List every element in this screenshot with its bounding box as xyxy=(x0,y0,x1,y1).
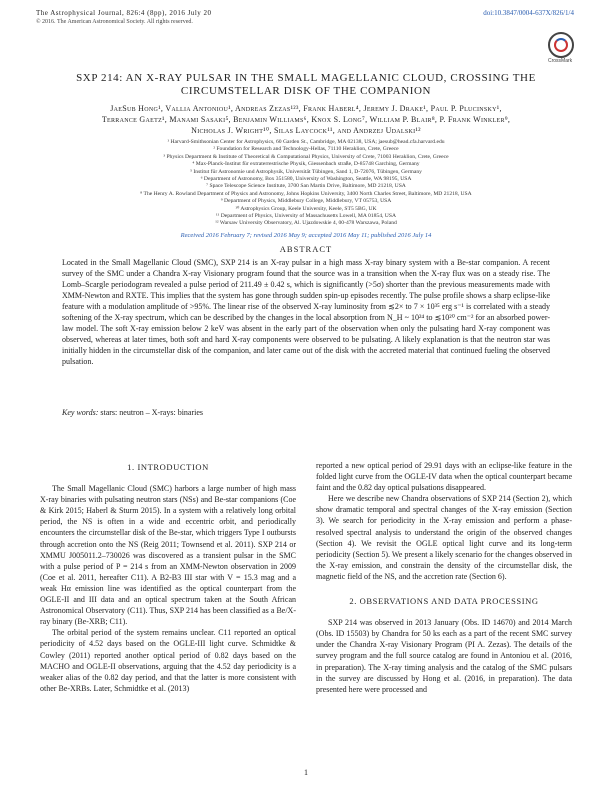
affiliation: ⁹ Department of Physics, Middlebury College, Middlebury, VT 05753, USA xyxy=(220,198,392,205)
doi-link[interactable]: doi:10.3847/0004-637X/826/1/4 xyxy=(483,9,574,17)
abstract-text: Located in the Small Magellanic Cloud (SMC), SXP 214 is an X-ray pulsar in a high mass X-ray binary system with a Be-star companion. A recent survey of the SMC under a Chandra X-ray Visionary program found that the source was in a transition when the X-ray flux was on a steady rise. The Lomb–Scargle periodogram revealed a pulse period of 211.49 ± 0.42 s, which is significantly (>5σ) shorter than the previous measurements made with XMM-Newton and RXTE. This implies that the system has gone through sudden spin-up episodes recently. The pulse profile shows a sharp eclipse-like feature with a modulation amplitude of >95%. The linear rise of the observed X-ray luminosity from ≲2× to 7 × 10³⁵ erg s⁻¹ is correlated with a steady softening of the X-ray spectrum, which can be described by the changes in the local absorption from N_H ~ 10²⁴ to ≲10²⁰ cm⁻² for an absorbed power-law model. The soft X-ray emission below 2 keV was absent in the early part of the observation when only the pulsating hard X-ray component was observed, whereas at later times, both soft and hard X-ray components were observed to be pulsating. A likely explanation is that the neutron star was initially hidden in the circumstellar disk of the companion, and later came out of the disk with the accreted material that continued fueling the observed pulsation. xyxy=(62,258,550,366)
affiliation: ⁷ Space Telescope Science Institute, 3700 San Martin Drive, Baltimore, MD 21218, USA xyxy=(206,183,406,190)
affiliation: ⁵ Institut für Astronomie und Astrophysik, Universität Tübingen, Sand 1, D-72076, Tübingen, Germany xyxy=(190,168,422,175)
page-number: 1 xyxy=(304,768,308,777)
affiliation: ¹² Warsaw University Observatory, Al. Ujazdowskie 4, 00-478 Warszawa, Poland xyxy=(215,220,397,227)
paragraph: SXP 214 was observed in 2013 January (Obs. ID 14670) and 2014 March (Obs. ID 15503) by Chandra for 50 ks each as a part of the recent SMC survey under the Chandra X-ray Visionary Program (PI A. Zezas). The details of the survey program and the full source catalog are found in Antoniou et al. (2016, in preparation). The X-ray timing analysis and the catalog of the SMC pulsars in the survey are discussed by Hong et al. (2016, in preparation). The data presented here were processed and xyxy=(316,618,572,694)
abstract-heading: ABSTRACT xyxy=(279,244,333,254)
section-heading: 1. INTRODUCTION xyxy=(127,462,209,472)
paper-title: SXP 214: AN X-RAY PULSAR IN THE SMALL MAGELLANIC CLOUD, CROSSING THE CIRCUMSTELLAR DISK OF THE COMPANION xyxy=(76,72,536,97)
affiliation: ⁶ Department of Astronomy, Box 351580, University of Washington, Seattle, WA 98195, USA xyxy=(200,176,412,183)
copyright-line: © 2016. The American Astronomical Society. All rights reserved. xyxy=(36,19,193,25)
author-line: Nicholas J. Wright¹⁰, Silas Laycock¹¹, and Andrzej Udalski¹² xyxy=(191,126,421,135)
affiliation: ³ Physics Department & Institute of Theoretical & Computational Physics, University of Crete, 71003 Heraklion, Crete, Greece xyxy=(163,153,449,160)
left-column xyxy=(40,460,296,694)
keywords-value: stars: neutron – X-rays: binaries xyxy=(100,408,204,417)
received-dates: Received 2016 February 7; revised 2016 May 9; accepted 2016 May 11; published 2016 July 14 xyxy=(180,232,432,239)
paragraph: The Small Magellanic Cloud (SMC) harbors a large number of high mass X-ray binaries with pulsating neutron stars (NSs) and Be-star companions (Coe & Kirk 2015; Haberl & Sturm 2015). In a system with a relatively long orbital period, the NS is often in a wide and eccentric orbit, and periodically encounters the circumstellar disk of the Be-star, which triggers Type I outbursts through accretion onto the NS (Reig 2011; Townsend et al. 2011). SXP 214 or XMMU J005011.2–730026 was discovered as a transient pulsar in the SMC with a pulse period of P = 214 s from an XMM-Newton observation in 2009 (Coe et al. 2011, hereafter C11). A B2-B3 III star with V = 15.3 mag and a weak Hα emission line was identified as the optical counterpart from the OGLE-II and III data and an optical spectrum taken at the South African Astronomical Observatory (C11). Thus, SXP 214 has been classified as a Be/X-ray binary (Be-XRB; C11). xyxy=(40,484,296,627)
journal-header: The Astrophysical Journal, 826:4 (8pp), 2016 July 20 xyxy=(36,9,212,17)
right-column xyxy=(316,460,572,695)
affiliation-list xyxy=(40,139,572,228)
affiliation: ⁸ The Henry A. Rowland Department of Physics and Astronomy, Johns Hopkins University, 3400 North Charles Street, Baltimore, MD 21218, USA xyxy=(140,190,472,197)
affiliation: ² Foundation for Research and Technology-Hellas, 71110 Heraklion, Crete, Greece xyxy=(213,146,399,153)
section-heading: 2. OBSERVATIONS AND DATA PROCESSING xyxy=(349,596,539,607)
affiliation: ¹¹ Department of Physics, University of Massachusetts Lowell, MA 01854, USA xyxy=(215,213,396,220)
paragraph: Here we describe new Chandra observations of SXP 214 (Section 2), which show dramatic temporal and spectral changes of the X-ray emission (Section 3). We search for periodicity in the X-ray emission and perform a phase-resolved spectral analysis to understand the origin of the observed changes (Section 4). We revisit the OGLE optical light curve and its long-term periodicity (Section 5). We present a likely scenario for the changes observed in the X-ray emission, and constrain the density of the circumstellar disk, the magnetic field of the NS, and the accretion rate (Section 6). xyxy=(316,494,572,581)
affiliation: ¹ Harvard-Smithsonian Center for Astrophysics, 60 Garden St., Cambridge, MA 02138, USA; jaesub@head.cfa.harvard.edu xyxy=(167,139,445,145)
keywords xyxy=(62,408,203,417)
author-list xyxy=(40,103,572,136)
author-line: JaeSub Hong¹, Vallia Antoniou¹, Andreas Zezas¹²³, Frank Haberl⁴, Jeremy J. Drake¹, Paul P. Plucinsky¹, xyxy=(110,104,502,113)
affiliation: ⁴ Max-Planck-Institut für extraterrestrische Physik, Giessenbach straße, D-85748 Garching, Germany xyxy=(192,161,420,168)
paragraph: The orbital period of the system remains unclear. C11 reported an optical periodicity of 4.52 days based on the OGLE-III light curve. Schmidtke & Cowley (2011) reported another optical period of 0.82 days based on the MACHO and OGLE-II observations, arguing that the 4.52 day periodicity is a weaker alias of the 0.82 day period, and that the latter is more consistent with other Be-XRBs. Later, Schmidtke et al. (2013) xyxy=(40,628,296,693)
crossmark-icon xyxy=(548,32,574,58)
keywords-label: Key words: xyxy=(62,408,99,417)
author-line: Terrance Gaetz¹, Manami Sasaki⁵, Benjamin Williams⁶, Knox S. Long⁷, William P. Blair⁸, P. Frank Winkler⁹, xyxy=(101,115,511,124)
crossmark-label: CrossMark xyxy=(548,58,573,64)
paragraph: reported a new optical period of 29.91 days with an eclipse-like feature in the folded light curve from the OGLE-IV data when the optical counterpart became faint and the 0.82 day optical pulsations disappeared. xyxy=(316,461,572,493)
affiliation: ¹⁰ Astrophysics Group, Keele University, Keele, ST5 5BG, UK xyxy=(235,205,377,212)
crossmark-logo[interactable] xyxy=(548,32,572,64)
